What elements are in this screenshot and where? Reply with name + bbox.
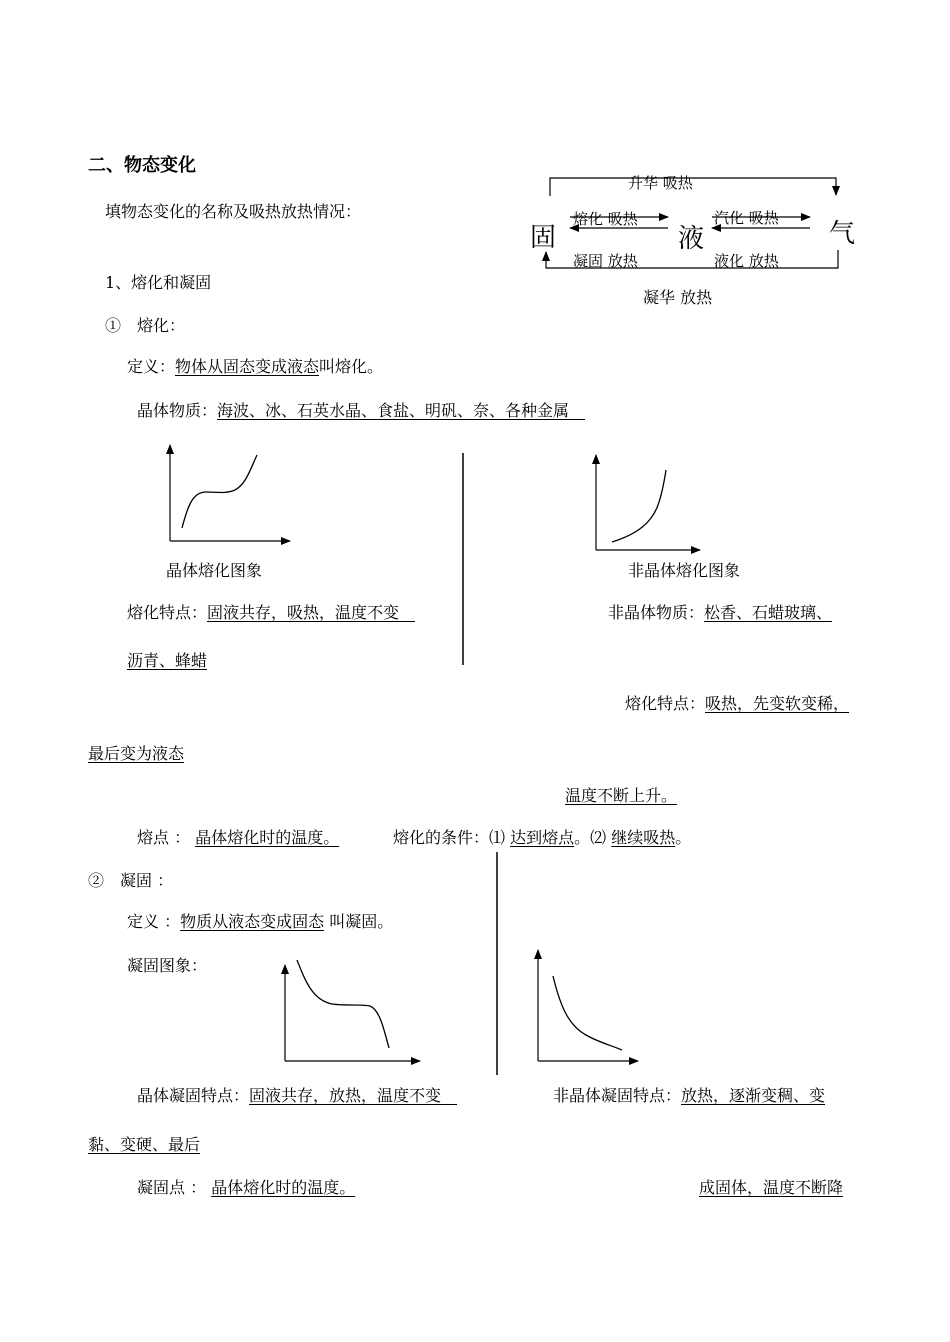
label-solid: 固 — [530, 223, 557, 253]
section-title: 二、物态变化 — [88, 155, 196, 176]
amorphous-melting-caption: 非晶体熔化图象 — [628, 561, 741, 580]
crystal-solidifying-feature: 晶体凝固特点：固液共存，放热，温度不变 — [137, 1086, 458, 1105]
amorphous-melting-feature-cont: 最后变为液态 — [88, 744, 185, 763]
amorphous-melting-feature: 熔化特点：吸热，先变软变稀， — [625, 694, 850, 713]
melting-conditions: 熔化的条件：⑴ 达到熔点。⑵ 继续吸热。 — [393, 828, 692, 847]
melting-definition: 定义：物体从固态变成液态叫熔化。 — [127, 357, 384, 376]
crystal-melting-feature: 熔化特点：固液共存，吸热，温度不变 — [127, 603, 416, 622]
amorphous-melting-feature-cont2: 温度不断上升。 — [565, 786, 678, 805]
amorphous-substances-cont: 沥青、蜂蜡 — [127, 651, 208, 670]
heading-melting: ① 熔化： — [105, 316, 186, 335]
label-vaporization: 汽化 吸热 — [714, 209, 779, 227]
amorphous-solidifying-feature-cont: 黏、变硬、最后 — [88, 1135, 201, 1154]
label-deposition: 凝华 放热 — [643, 288, 713, 307]
label-liquefaction: 液化 放热 — [714, 252, 779, 270]
crystal-solidifying-graph — [285, 960, 420, 1061]
crystal-melting-graph — [170, 445, 290, 541]
crystal-substances: 晶体物质：海波、冰、石英水晶、食盐、明矾、奈、各种金属 — [137, 401, 586, 420]
solidifying-graph-label: 凝固图象： — [127, 956, 208, 975]
freezing-point: 凝固点 ： 晶体熔化时的温度。 — [137, 1178, 356, 1197]
amorphous-solidifying-graph — [538, 950, 638, 1061]
amorphous-solidifying-feature-cont2: 成固体，温度不断降 — [699, 1178, 844, 1197]
solidifying-definition: 定义 ：物质从液态变成固态 叫凝固。 — [127, 912, 394, 931]
intro-text: 填物态变化的名称及吸热放热情况： — [105, 202, 362, 221]
heading-solidifying: ② 凝固 ： — [88, 871, 174, 890]
melting-point: 熔点 ： 晶体熔化时的温度。 — [137, 828, 340, 847]
label-sublimation: 升华 吸热 — [628, 174, 693, 192]
label-gas: 气 — [829, 219, 856, 249]
amorphous-solidifying-feature: 非晶体凝固特点：放热，逐渐变稠、变 — [553, 1086, 826, 1105]
label-liquid: 液 — [678, 224, 705, 254]
amorphous-melting-graph — [596, 455, 700, 550]
crystal-melting-caption: 晶体熔化图象 — [166, 561, 263, 580]
heading-melting-solidifying: 1、熔化和凝固 — [105, 273, 212, 292]
amorphous-substances: 非晶体物质：松香、石蜡玻璃、 — [608, 603, 833, 622]
sublimation-arrow — [550, 178, 836, 196]
label-melting: 熔化 吸热 — [573, 210, 638, 228]
label-solidifying: 凝固 放热 — [573, 252, 638, 270]
